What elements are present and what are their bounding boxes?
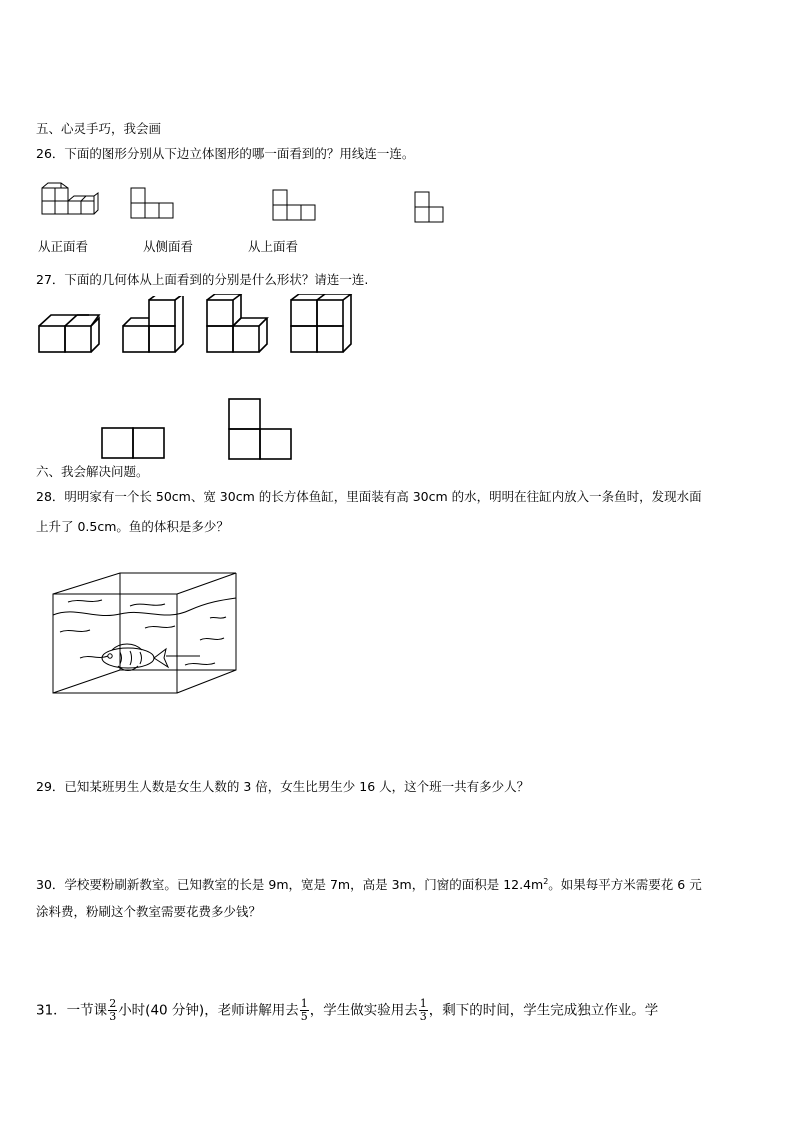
section-6-heading: 六、我会解决问题。 [36, 464, 149, 479]
q27-solid-3 [205, 294, 269, 356]
fish-tank-illustration [50, 570, 240, 696]
q27-answer-shape-2 [228, 398, 294, 462]
q26-view-shape-1 [130, 186, 176, 222]
q31-fraction-1 [108, 998, 117, 1023]
question-29-text: 29．已知某班男生人数是女生人数的 3 倍，女生比男生少 16 人，这个班一共有多少人？ [36, 779, 530, 794]
q30-superscript: 2 [543, 877, 549, 886]
question-27-text: 27．下面的几何体从上面看到的分别是什么形状？请连一连. [36, 272, 369, 287]
q30-line-1-part-a: 30．学校要粉刷新教室。已知教室的长是 9m，宽是 7m，高是 3m，门窗的面积是 12.4m [36, 877, 544, 893]
q27-solid-1 [37, 310, 101, 356]
section-5-heading: 五、心灵手巧，我会画 [36, 121, 162, 136]
q31-part-1: 31．一节课 [36, 1002, 108, 1019]
q26-view-shape-3 [414, 190, 448, 226]
q26-solid-figure [38, 180, 100, 222]
q31-part-4: ，剩下的时间，学生完成独立作业。学 [428, 1002, 659, 1019]
q31-fraction-2 [300, 998, 309, 1023]
q26-label-top: 从上面看 [248, 239, 299, 254]
q26-view-shape-2 [272, 188, 320, 224]
q31-part-3: ，学生做实验用去 [309, 1002, 418, 1019]
question-30-line-1 [36, 874, 702, 893]
q31-fraction-3 [419, 998, 428, 1023]
q31-part-2: 小时(40 分钟)，老师讲解用去 [118, 1002, 299, 1019]
q31-fraction-1-numerator: 2 [109, 997, 117, 1010]
q31-fraction-3-numerator: 1 [419, 997, 427, 1010]
question-31-line-1 [36, 998, 658, 1023]
question-28-line-1: 28．明明家有一个长 50cm、宽 30cm 的长方体鱼缸，里面装有高 30cm 的水，明明在往缸内放入一条鱼时，发现水面 [36, 489, 702, 504]
q26-label-front: 从正面看 [38, 239, 89, 254]
q31-fraction-2-denominator: 5 [300, 1010, 308, 1023]
question-26-text: 26．下面的图形分别从下边立体图形的哪一面看到的？用线连一连。 [36, 146, 415, 161]
q31-fraction-3-denominator: 3 [419, 1010, 427, 1023]
q27-answer-shape-1 [101, 427, 167, 461]
question-28-line-2: 上升了 0.5cm。鱼的体积是多少？ [36, 519, 229, 534]
q27-solid-2 [121, 296, 185, 356]
question-30-line-2: 涂料费，粉刷这个教室需要花费多少钱？ [36, 904, 262, 919]
q31-fraction-2-numerator: 1 [300, 997, 308, 1010]
q30-line-1-part-b: 。如果每平方米需要花 6 元 [548, 877, 702, 893]
q26-label-side: 从侧面看 [143, 239, 194, 254]
q27-solid-4 [289, 294, 353, 356]
q31-fraction-1-denominator: 3 [109, 1010, 117, 1023]
